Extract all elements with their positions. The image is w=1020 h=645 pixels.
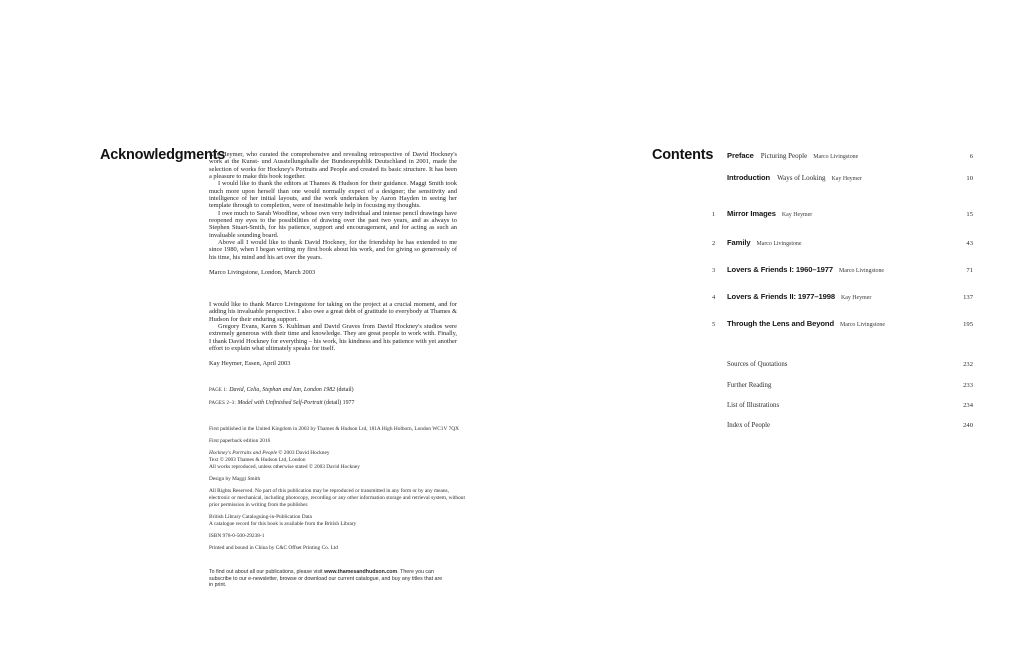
paragraph: Gregory Evans, Karen S. Kuhlman and David Graves from David Hockney's studios were extremely generous with their time and knowledge. They are great people to work with. Finally, I thank David Hockney for everything – his work, his kindness and his patience with yet another effort to explain what ultimately speaks for itself. (209, 323, 457, 353)
toc-row-chapter-3 (712, 265, 973, 274)
paragraph: I would like to thank the editors at Thames & Hudson for their guidance. Maggi Smith took much more upon herself than one would normally expect of a designer; the sensitivity and intelligence of her initial layouts, and the work undertaken by Aaron Hayden in seeing her template through to completion, were of inestimable help in focusing my thoughts. (209, 180, 457, 210)
acknowledgment-livingstone-block (209, 151, 457, 276)
acknowledgments-heading: Acknowledgments (100, 147, 226, 163)
toc-row-preface (712, 151, 973, 160)
caption-suffix: (detail) (335, 387, 354, 393)
toc-entry-subtitle: Ways of Looking (777, 174, 826, 182)
chapter-author: Kay Heymer (781, 212, 813, 218)
toc-row-chapter-2 (712, 238, 973, 247)
frontispiece-captions (209, 384, 469, 410)
chapter-author: Marco Livingstone (756, 241, 802, 247)
publisher-note-pre: To find out about all our publications, please visit (209, 569, 325, 575)
toc-row-index-of-people (712, 422, 973, 429)
signature-heymer: Kay Heymer, Essen, April 2003 (209, 359, 291, 367)
contents-heading: Contents (652, 147, 714, 163)
toc-entry-author: Marco Livingstone (813, 154, 859, 160)
toc-row-chapter-4 (712, 292, 973, 301)
book-title-italic: Hockney's Portraits and People (209, 450, 278, 456)
copyright-holder: © 2003 David Hockney (277, 450, 330, 456)
toc-row-chapter-5 (712, 319, 973, 328)
toc-page-number: 195 (963, 321, 973, 328)
frontispiece-caption (209, 397, 469, 410)
toc-page-number: 240 (963, 422, 973, 429)
toc-page-number: 71 (966, 267, 973, 274)
back-matter-title: Sources of Quotations (727, 361, 788, 368)
colophon-copyright-line: All works reproduced, unless otherwise stated © 2003 David Hockney (209, 464, 360, 470)
caption-artwork-title: Model with Unfinished Self-Portrait (235, 400, 323, 406)
paragraph: I owe much to Sarah Woodfine, whose own very individual and intense pencil drawings have reopened my eyes to the possibilities of drawing over the past two years, and as always to Stephen Stuart-Smith, for his patience, support and encouragement, and for acting as such an invaluable sounding board. (209, 209, 457, 239)
chapter-number: 1 (712, 211, 716, 218)
signature-livingstone: Marco Livingstone, London, March 2003 (209, 268, 316, 276)
acknowledgment-heymer-block (209, 301, 457, 367)
toc-entry-title: Preface (727, 151, 754, 160)
publisher-note-post: . There you can subscribe to our e-newsletter, browse or download our current catalogue, and buy any titles that are in print. (209, 569, 443, 589)
paragraph: Above all I would like to thank David Hockney, for the friendship he has extended to me since 1980, when I began writing my first book about his work, and for giving so generously of his time, his mind and his art over the years. (209, 239, 457, 261)
colophon-design-line: Design by Maggi Smith (209, 476, 261, 482)
frontispiece-caption (209, 384, 469, 397)
colophon-published-line: First published in the United Kingdom in 2003 by Thames & Hudson Ltd, 181A High Holborn, London WC1V 7QX (209, 426, 459, 432)
back-matter-title: Further Reading (727, 382, 772, 389)
caption-page-label: PAGE 1: (209, 388, 228, 393)
colophon-copyright-group (209, 450, 465, 471)
toc-entry-subtitle: Picturing People (760, 152, 808, 160)
toc-row-introduction (712, 173, 973, 182)
chapter-number: 5 (712, 321, 716, 328)
colophon-rights-paragraph: All Rights Reserved. No part of this publication may be reproduced or transmitted in any form or by any means, electronic or mechanical, including photocopy, recording or any other information storage and retrieval system, without prior permission in writing from the publisher. (209, 488, 465, 508)
toc-page-number: 6 (969, 153, 973, 160)
toc-page-number: 10 (966, 175, 973, 182)
back-matter-title: Index of People (727, 422, 771, 429)
toc-page-number: 233 (963, 382, 973, 389)
chapter-author: Marco Livingstone (839, 268, 885, 274)
paragraph: Kay Heymer, who curated the comprehensive and revealing retrospective of David Hockney's work at the Kunst- und Ausstellungshalle der Bundesrepublik Deutschland in 2001, made the selection of works for Hockney's Portraits and People and created its basic structure. It has been a pleasure to make this book together. (209, 151, 457, 181)
publisher-note (209, 569, 443, 589)
chapter-title: Mirror Images (727, 209, 776, 218)
chapter-number: 2 (712, 240, 716, 247)
chapter-title: Lovers & Friends I: 1960–1977 (727, 265, 834, 274)
isbn-line: ISBN 978-0-500-29238-1 (209, 533, 265, 539)
toc-page-number: 15 (966, 211, 973, 218)
chapter-title: Through the Lens and Beyond (727, 319, 834, 328)
toc-page-number: 43 (966, 240, 973, 247)
colophon-paperback-line: First paperback edition 2016 (209, 438, 271, 444)
caption-artwork-title: David, Celia, Stephan and Ian, London 1982 (227, 387, 336, 393)
colophon-library-group (209, 514, 465, 528)
colophon-copyright-line: Text © 2003 Thames & Hudson Ltd, London (209, 457, 306, 463)
publisher-note-text (209, 569, 443, 589)
toc-row-further-reading (712, 382, 973, 389)
chapter-author: Marco Livingstone (840, 322, 885, 328)
caption-page-label: PAGES 2–3: (209, 401, 236, 406)
toc-page-number: 234 (963, 402, 973, 409)
caption-suffix: (detail) 1977 (322, 400, 355, 406)
table-of-contents (712, 148, 973, 448)
toc-row-sources-of-quotations (712, 361, 973, 368)
toc-page-number: 137 (963, 294, 973, 301)
toc-entry-author: Kay Heymer (831, 176, 862, 182)
toc-page-number: 232 (963, 361, 973, 368)
colophon-block (209, 426, 465, 557)
paragraph: I would like to thank Marco Livingstone for taking on the project at a crucial moment, and for adding his invaluable perspective. I also owe a great debt of gratitude to everybody at Thames & Hudson for their enduring support. (209, 301, 457, 323)
publisher-website-url: www.thamesandhudson.com (324, 569, 398, 575)
toc-row-list-of-illustrations (712, 402, 973, 409)
colophon-copyright-line (209, 450, 465, 457)
chapter-title: Lovers & Friends II: 1977–1998 (727, 292, 836, 301)
colophon-library-line: A catalogue record for this book is available from the British Library (209, 521, 357, 527)
chapter-number: 3 (712, 267, 716, 274)
chapter-title: Family (727, 238, 751, 247)
toc-row-chapter-1 (712, 209, 973, 218)
chapter-number: 4 (712, 294, 716, 301)
colophon-printer-line: Printed and bound in China by C&C Offset Printing Co. Ltd (209, 545, 338, 551)
colophon-library-line: British Library Cataloguing-in-Publication Data (209, 514, 312, 520)
chapter-author: Kay Heymer (841, 295, 872, 301)
toc-entry-title: Introduction (727, 173, 771, 182)
back-matter-title: List of Illustrations (727, 402, 780, 409)
